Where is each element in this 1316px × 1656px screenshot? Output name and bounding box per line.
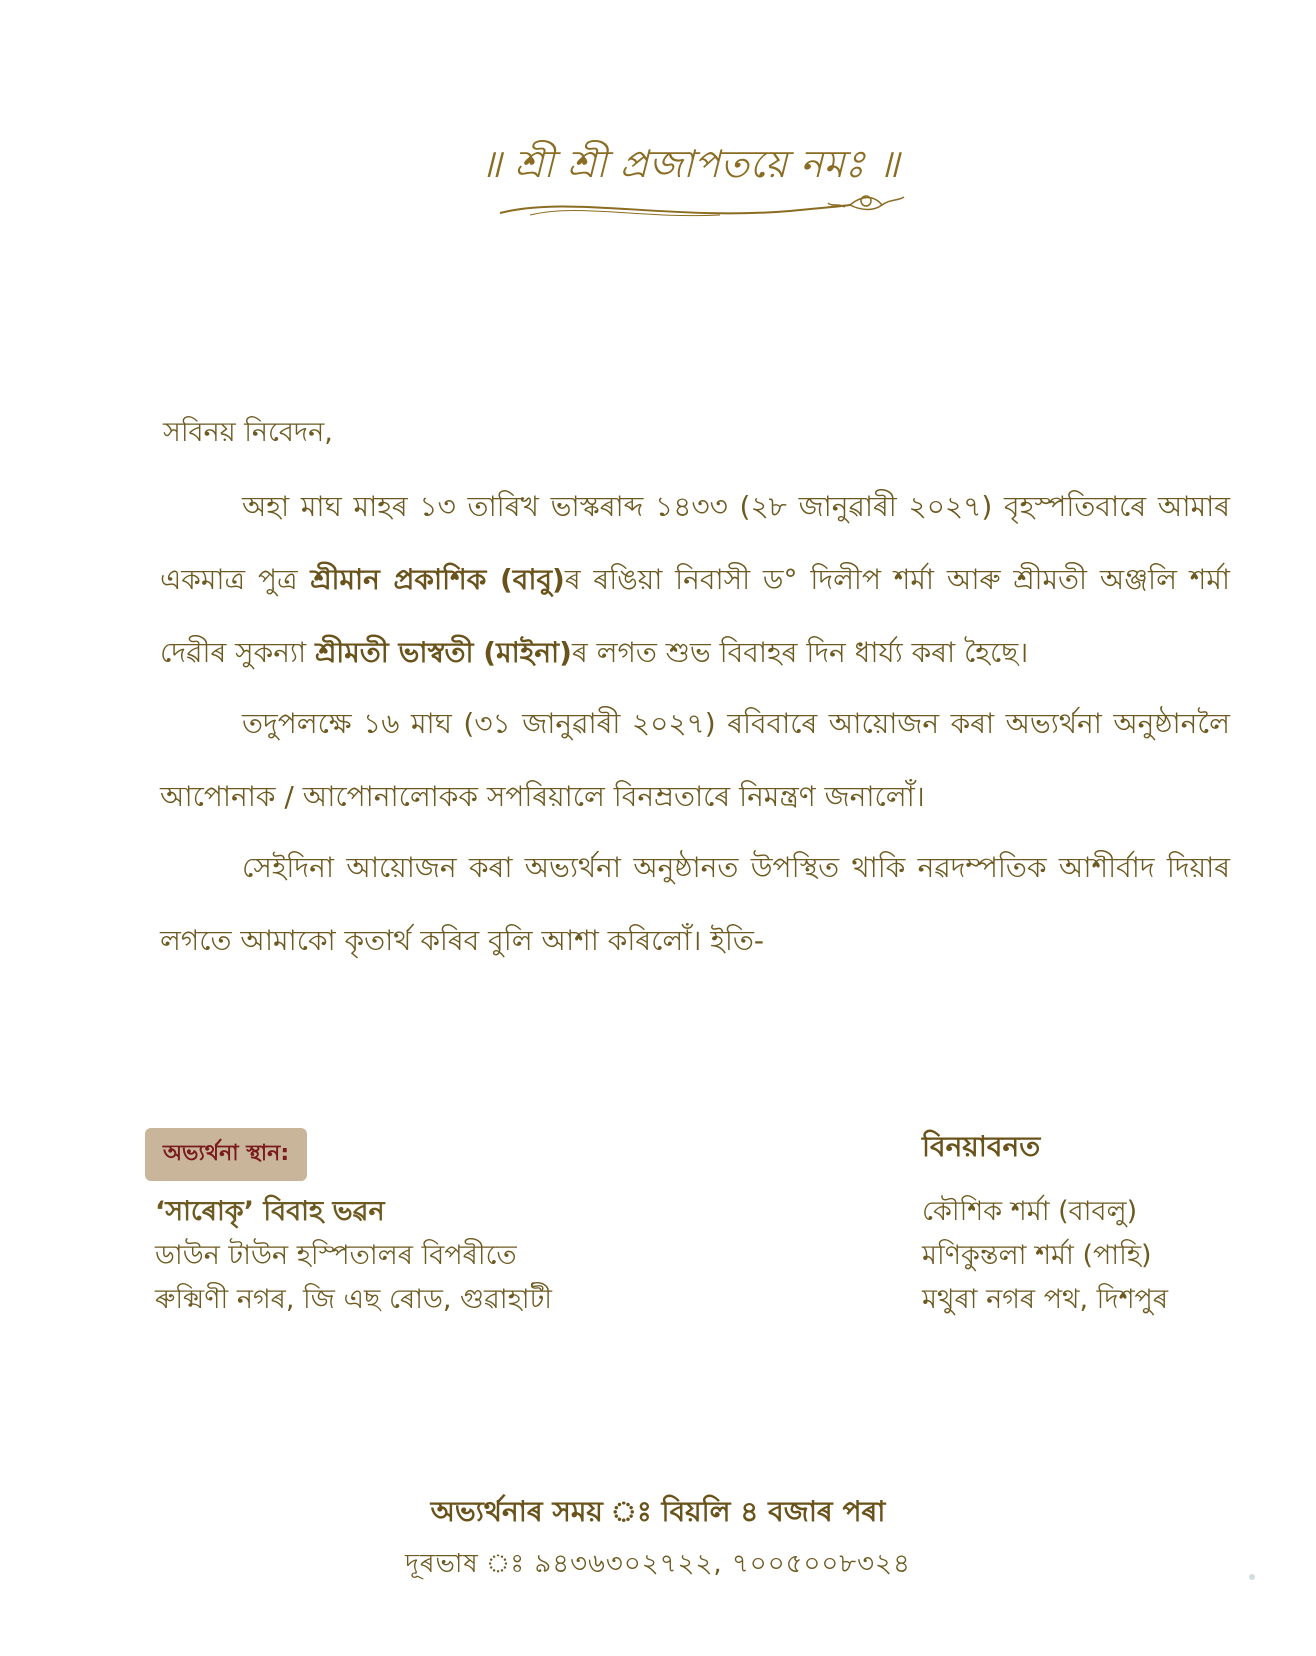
paragraph-text: ৰ লগত শুভ বিবাহৰ দিন ধাৰ্য্য কৰা হৈছে। <box>571 636 1029 669</box>
flourish-ornament-icon <box>490 185 910 225</box>
paragraph-text: ৰ ৰঙিয়া নিবাসী ড° দিলীপ শৰ্মা আৰু শ্ৰীমতী অঞ্জলি শৰ্মা দেৱীৰ সুকন্যা <box>160 563 1230 669</box>
paragraph-announcement <box>160 470 1230 689</box>
venue-line: ডাউন টাউন হস্পিতালৰ বিপৰীতে <box>155 1240 517 1271</box>
venue-label-badge: অভ্যৰ্থনা স্থান: <box>145 1128 307 1181</box>
page-title: ॥ শ্ৰী শ্ৰী প্ৰজাপতয়ে নমঃ ॥ <box>480 142 900 186</box>
venue-address <box>155 1190 552 1322</box>
venue-name: ‘সাৰোকৃ’ বিবাহ ভৱন <box>155 1196 385 1227</box>
groom-name: শ্ৰীমান প্ৰকাশিক (বাবু) <box>310 563 565 596</box>
signatory-name: মণিকুন্তলা শৰ্মা (পাহি) <box>922 1240 1152 1271</box>
paragraph-request: সেইদিনা আয়োজন কৰা অভ্যৰ্থনা অনুষ্ঠানত উপস্থিত থাকি নৱদম্পতিক আশীৰ্বাদ দিয়াৰ লগতে আমাকো কৃতাৰ্থ কৰিব বুলি আশা কৰিলোঁ। ইতি- <box>160 851 1230 957</box>
reception-time: অভ্যৰ্থনাৰ সময় ঃ বিয়লি ৪ বজাৰ পৰা <box>430 1495 886 1528</box>
signatory-address: মথুৰা নগৰ পথ, দিশপুৰ <box>922 1284 1169 1315</box>
venue-line: ৰুক্মিণী নগৰ, জি এছ ৰোড, গুৱাহাটী <box>155 1284 553 1315</box>
bride-name: শ্ৰীমতী ভাস্বতী (মাইনা) <box>315 636 572 669</box>
signature-heading: বিনয়াবনত <box>922 1130 1041 1163</box>
salutation: সবিনয় নিবেদন, <box>163 417 333 448</box>
paragraph-text: অহা মাঘ মাহৰ ১৩ তাৰিখ ভাস্কৰাব্দ ১৪৩৩ (২৮ জানুৱাৰী ২০২৭) বৃহস্পতিবাৰে আমাৰ একমাত্ৰ পুত্ৰ <box>160 490 1230 596</box>
scan-speck <box>1249 1574 1255 1580</box>
signature-block <box>922 1190 1168 1322</box>
phone-numbers: দূৰভাষ ঃ ৯৪৩৬৩০২৭২২, ৭০০৫০০৮৩২৪ <box>405 1549 911 1579</box>
paragraph-invitation: তদুপলক্ষে ১৬ মাঘ (৩১ জানুৱাৰী ২০২৭) ৰবিবাৰে আয়োজন কৰা অভ্যৰ্থনা অনুষ্ঠানলৈ আপোনাক / আপোনালোকক সপৰিয়ালে বিনম্ৰতাৰে নিমন্ত্ৰণ জনালোঁ। <box>160 707 1230 813</box>
signatory-name: কৌশিক শৰ্মা (বাবলু) <box>922 1196 1138 1227</box>
header <box>470 135 920 225</box>
